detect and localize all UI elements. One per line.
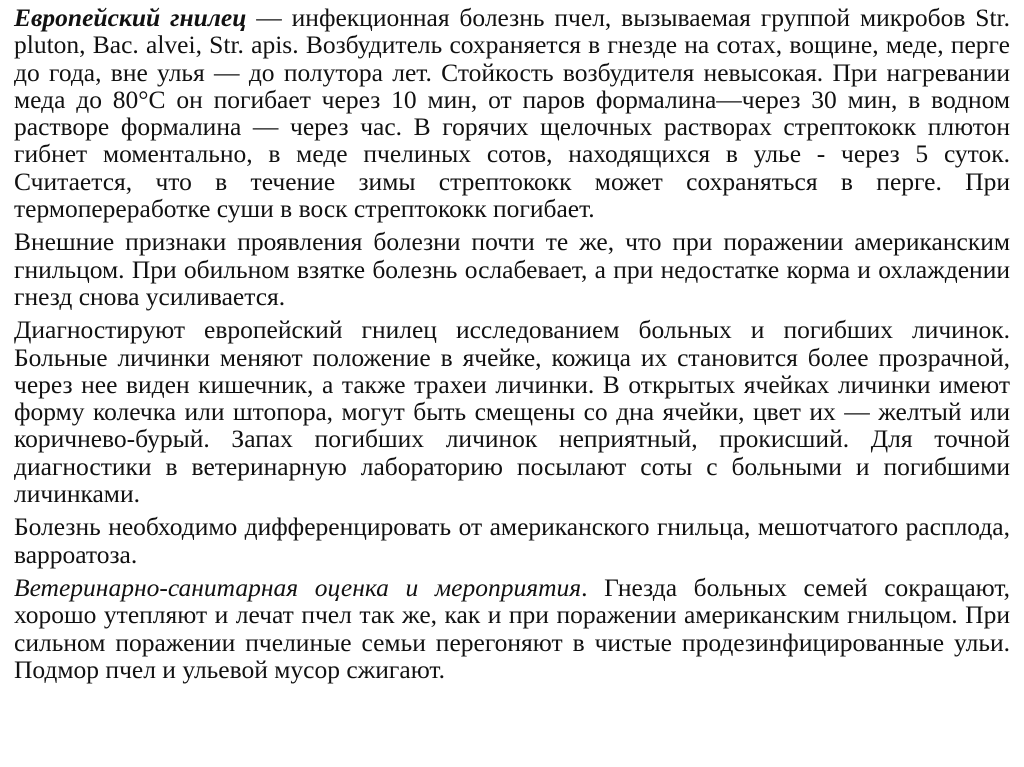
measures-term: Ветеринарно-санитарная оценка и мероприятия [14,572,582,602]
paragraph-text: — инфекционная болезнь пчел, вызываемая группой микробов Str. pluton, Bac. alvei, Str. apis. Возбудитель сохраняется в гнезде на сотах, вощине, меде, перге до года, вне улья — до полутора лет. Стойкость возбудителя невысокая. При нагревании меда до 80°С он погибает через 10 мин, от паров формалина—через 30 мин, в водном растворе формалина — через час. В горячих щелочных растворах стрептококк плютон гибнет моментально, в меде пчелиных сотов, находящихся в улье - через 5 суток. Считается, что в течение зимы стрептококк может сохраняться в перге. При термопереработке суши в воск стрептококк погибает. [14,3,1010,224]
paragraph-definition [14,4,1010,222]
paragraph-external-signs [14,228,1010,310]
paragraph-diagnosis [14,316,1010,507]
paragraph-text: Диагностируют европейский гнилец исследованием больных и погибших личинок. Больные личинки меняют положение в ячейке, кожица их становится более прозрачной, через нее виден кишечник, а также трахеи личинки. В открытых ячейках личинки имеют форму колечка или штопора, могут быть смещены со дна ячейки, цвет их — желтый или коричнево-бурый. Запах погибших личинок неприятный, прокисший. Для точной диагностики в ветеринарную лабораторию посылают соты с больными и погибшими личинками. [14,315,1010,509]
paragraph-text: Болезнь необходимо дифференцировать от американского гнильца, мешотчатого расплода, варроатоза. [14,512,1010,569]
paragraph-measures [14,574,1010,683]
paragraph-text: Внешние признаки проявления болезни почти те же, что при поражении американским гнильцом. При обильном взятке болезнь ослабевает, а при недостатке корма и охлаждении гнезд снова усиливается. [14,227,1010,311]
disease-name-term: Европейский гнилец [14,3,247,32]
paragraph-text: . Гнезда больных семей сокращают, хорошо утепляют и лечат пчел так же, как и при поражении американским гнильцом. При сильном поражении пчелиные семьи перегоняют в чистые продезинфицированные ульи. Подмор пчел и ульевой мусор сжигают. [14,572,1010,684]
paragraph-differentiation [14,513,1010,568]
